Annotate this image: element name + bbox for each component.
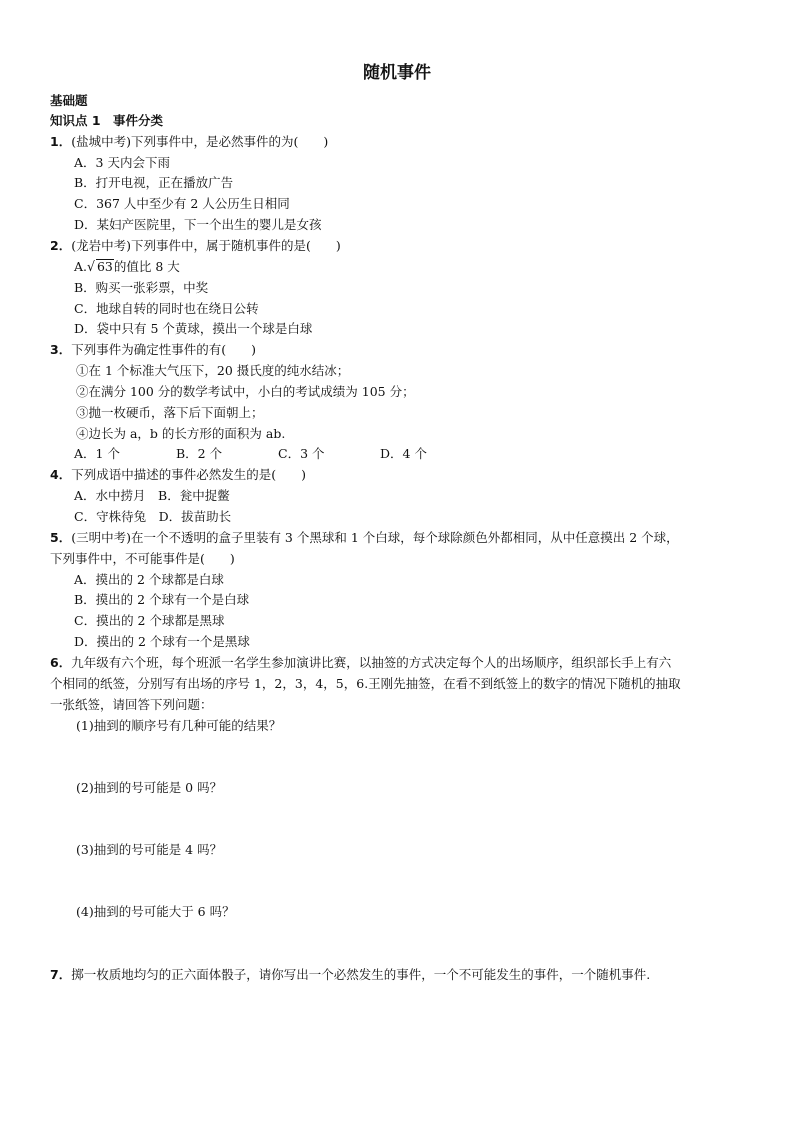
- section-heading: 基础题: [50, 93, 88, 108]
- q5-option-a: A．摸出的 2 个球都是白球: [74, 572, 224, 587]
- sqrt-radicand: 63: [96, 259, 113, 274]
- q3-options: [74, 446, 482, 462]
- question-4: [50, 467, 306, 483]
- question-number: 2．: [50, 238, 72, 253]
- question-stem: (龙岩中考)下列事件中，属于随机事件的是( ): [71, 238, 341, 253]
- q2-option-d: D．袋中只有 5 个黄球，摸出一个球是白球: [74, 321, 313, 336]
- question-3: [50, 342, 256, 358]
- question-stem-line-1: (三明中考)在一个不透明的盒子里装有 3 个黑球和 1 个白球，每个球除颜色外都相同，从中任意摸出 2 个球，: [71, 530, 679, 545]
- q1-option-c: C．367 人中至少有 2 人公历生日相同: [74, 196, 290, 211]
- q6-sub-question-4: (4)抽到的号可能大于 6 吗？: [76, 904, 235, 919]
- question-6: [50, 655, 671, 671]
- q2-option-c: C．地球自转的同时也在绕日公转: [74, 301, 259, 316]
- option-text: 的值比 8 大: [113, 259, 180, 274]
- q2-option-b: B．购买一张彩票，中奖: [74, 280, 209, 295]
- question-number: 6．: [50, 655, 72, 670]
- question-5: [50, 530, 679, 546]
- q3-item-4: ④边长为 a，b 的长方形的面积为 ab.: [76, 426, 286, 441]
- question-5-stem-line-2: 下列事件中，不可能事件是( ): [50, 551, 235, 566]
- q4-options-row-2: C．守株待兔 D．拔苗助长: [74, 509, 232, 524]
- question-stem: 下列事件为确定性事件的有( ): [71, 342, 256, 357]
- question-stem-line-1: 九年级有六个班，每个班派一名学生参加演讲比赛，以抽签的方式决定每个人的出场顺序，组织部长手上有六: [71, 655, 672, 670]
- q1-option-a: A．3 天内会下雨: [74, 155, 170, 170]
- sqrt-symbol: √: [87, 258, 95, 275]
- q6-sub-question-3: (3)抽到的号可能是 4 吗？: [76, 842, 223, 857]
- q3-item-1: ①在 1 个标准大气压下，20 摄氏度的纯水结冰；: [76, 363, 350, 378]
- question-number: 4．: [50, 467, 72, 482]
- page-title: 随机事件: [363, 63, 431, 83]
- q4-options-row-1: A．水中捞月 B．瓮中捉鳖: [74, 488, 230, 503]
- q3-option-b: B．2 个: [176, 446, 223, 461]
- option-prefix: A.: [74, 259, 88, 274]
- knowledge-point-heading: 知识点 1 事件分类: [50, 113, 164, 128]
- q3-option-d: D．4 个: [380, 446, 427, 461]
- q5-option-b: B．摸出的 2 个球有一个是白球: [74, 592, 250, 607]
- q2-option-a: [74, 259, 180, 275]
- question-number: 3．: [50, 342, 72, 357]
- question-number: 7．: [50, 967, 72, 982]
- q6-sub-question-2: (2)抽到的号可能是 0 吗？: [76, 780, 223, 795]
- question-6-stem-line-3: 一张纸签，请回答下列问题：: [50, 697, 213, 712]
- q1-option-b: B．打开电视，正在播放广告: [74, 175, 234, 190]
- q1-option-d: D．某妇产医院里，下一个出生的婴儿是女孩: [74, 217, 322, 232]
- q3-option-c: C．3 个: [278, 446, 325, 461]
- q3-option-a: A．1 个: [74, 446, 120, 461]
- question-6-stem-line-2: 个相同的纸签，分别写有出场的序号 1，2，3，4，5，6.王刚先抽签，在看不到纸签上的数字的情况下随机的抽取: [50, 676, 681, 691]
- question-7: [50, 967, 650, 983]
- q3-item-2: ②在满分 100 分的数学考试中，小白的考试成绩为 105 分；: [76, 384, 415, 399]
- q3-item-3: ③抛一枚硬币，落下后下面朝上；: [76, 405, 264, 420]
- question-stem: 掷一枚质地均匀的正六面体骰子，请你写出一个必然发生的事件，一个不可能发生的事件，一个随机事件.: [71, 967, 651, 982]
- question-stem: (盐城中考)下列事件中，是必然事件的为( ): [71, 134, 329, 149]
- q5-option-c: C．摸出的 2 个球都是黑球: [74, 613, 225, 628]
- question-number: 5．: [50, 530, 72, 545]
- question-number: 1．: [50, 134, 72, 149]
- question-2: [50, 238, 341, 254]
- question-stem: 下列成语中描述的事件必然发生的是( ): [71, 467, 306, 482]
- q5-option-d: D．摸出的 2 个球有一个是黑球: [74, 634, 250, 649]
- q6-sub-question-1: (1)抽到的顺序号有几种可能的结果？: [76, 718, 282, 733]
- question-1: [50, 134, 328, 150]
